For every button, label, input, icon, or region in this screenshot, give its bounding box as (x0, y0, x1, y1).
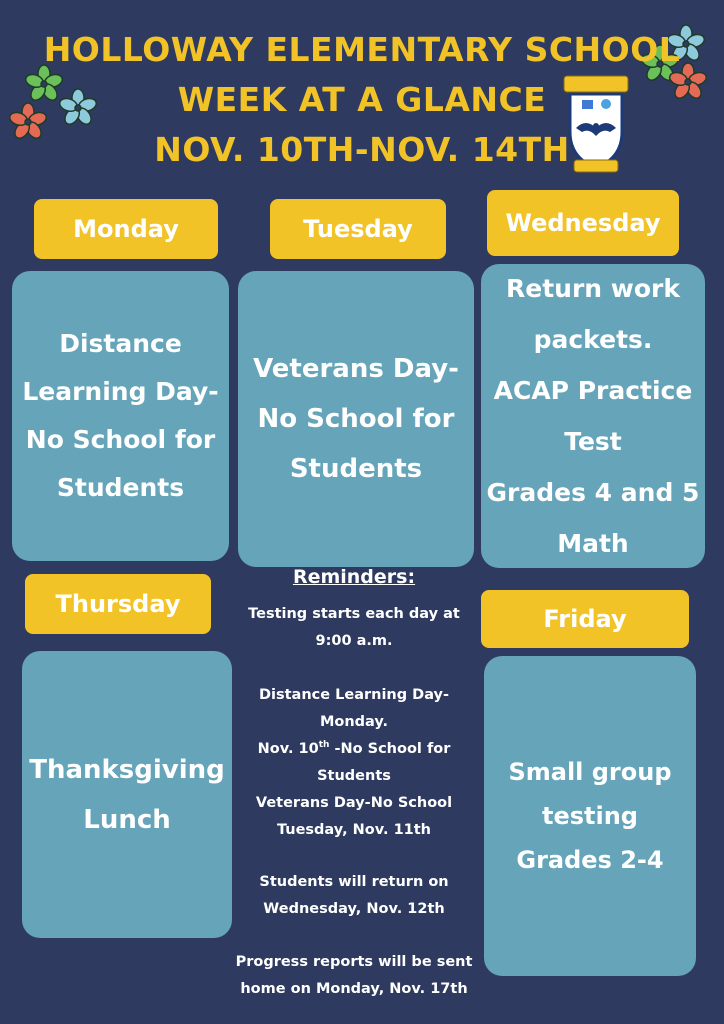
reminder-line: Progress reports will be sent (235, 954, 473, 970)
week-at-a-glance-heading: WEEK AT A GLANCE (177, 80, 547, 119)
reminder-line: Students will return on (259, 874, 449, 890)
day-box-thursday (22, 651, 232, 938)
day-box-text: Return work packets. ACAP Practice Test Grades 4 and 5 Math (486, 274, 700, 558)
date-range-heading: NOV. 10TH-NOV. 14TH (154, 130, 570, 169)
day-label-thursday (25, 574, 211, 634)
day-label-text: Thursday (55, 590, 181, 618)
reminder-line: Veterans Day-No School (255, 795, 453, 811)
reminder-line: Students (317, 768, 391, 784)
reminder-item (232, 682, 476, 790)
reminder-date-suffix: th (318, 740, 330, 751)
reminder-line: Testing starts each day at (248, 606, 460, 622)
reminder-line: Distance Learning Day-Monday. (258, 687, 450, 730)
day-box-text: Distance Learning Day- No School for Students (22, 329, 219, 502)
school-crest-logo (560, 72, 632, 176)
reminders-heading: Reminders: (292, 566, 416, 588)
reminder-item (232, 949, 476, 1003)
reminder-date-text: Nov. 10 (257, 741, 319, 757)
day-label-tuesday (270, 199, 446, 259)
reminder-item (232, 790, 476, 844)
day-box-monday (12, 271, 229, 561)
reminder-line (232, 736, 476, 763)
day-box-text: Thanksgiving Lunch (29, 754, 225, 835)
day-label-text: Tuesday (303, 215, 413, 243)
reminder-text: -No School for (329, 741, 451, 757)
day-box-text: Veterans Day- No School for Students (253, 354, 459, 484)
day-box-tuesday (238, 271, 474, 567)
day-label-monday (34, 199, 218, 259)
day-box-friday (484, 656, 696, 976)
school-name-heading: HOLLOWAY ELEMENTARY SCHOOL (43, 30, 681, 69)
day-label-friday (481, 590, 689, 648)
day-label-text: Friday (543, 605, 627, 633)
reminder-line: Tuesday, Nov. 11th (276, 822, 432, 838)
reminder-line: Wednesday, Nov. 12th (263, 901, 445, 917)
day-box-wednesday (481, 264, 705, 568)
reminder-item (232, 869, 476, 923)
reminder-line: 9:00 a.m. (315, 633, 393, 649)
day-box-text: Small group testing Grades 2-4 (508, 758, 672, 874)
day-label-text: Monday (73, 215, 179, 243)
reminder-item (232, 601, 476, 655)
day-label-wednesday (487, 190, 679, 256)
reminder-line: home on Monday, Nov. 17th (240, 981, 468, 997)
day-label-text: Wednesday (505, 209, 661, 237)
